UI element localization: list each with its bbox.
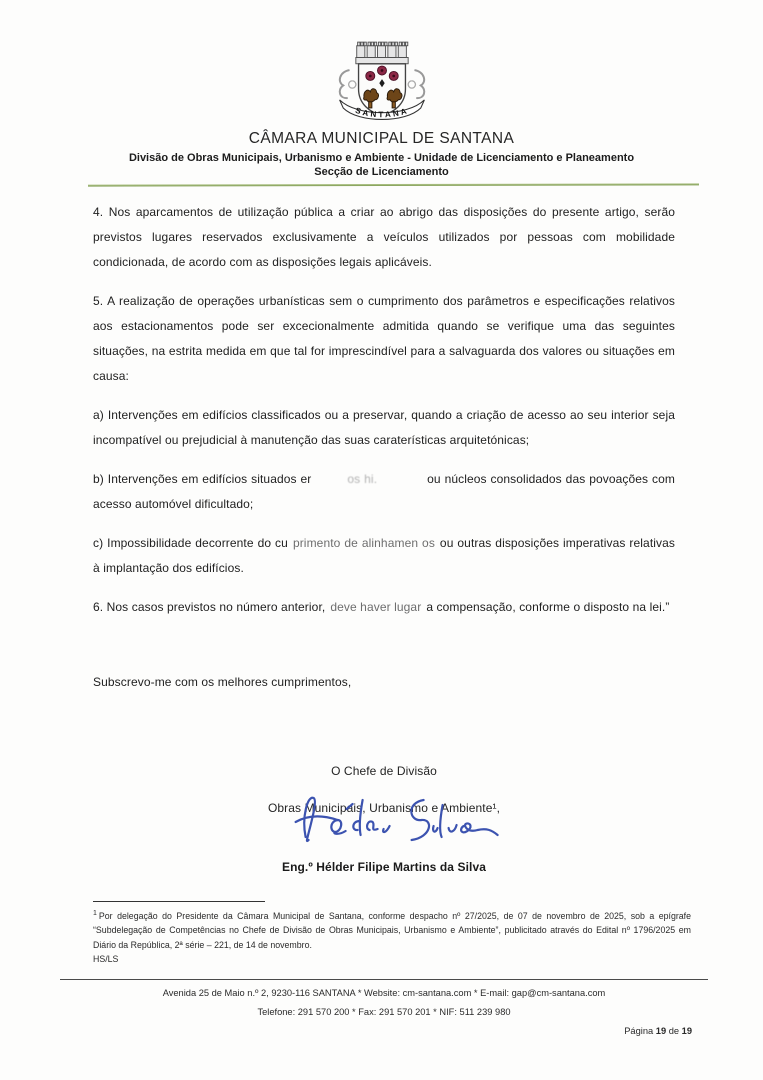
paragraph-6-faded-text: deve haver lugar	[330, 600, 422, 614]
page-number-current: 19	[655, 1026, 667, 1036]
page-footer	[60, 979, 708, 1036]
closing-salutation: Subscrevo-me com os melhores cumprimentos,	[93, 675, 352, 689]
paragraph-c	[93, 531, 675, 581]
paragraph-c-faded-text: primento de alinhamen os	[292, 536, 435, 550]
paragraph-c-text: c) Impossibilidade decorrente do cu	[93, 536, 288, 550]
paragraph-6-text: 6. Nos casos previstos no número anterior,	[93, 600, 326, 614]
paragraph-c-text-end: ou outras disposições imperativas relativas à implantação dos edifícios.	[93, 536, 675, 575]
paragraph-4: 4. Nos aparcamentos de utilização pública a criar ao abrigo das disposições do presente artigo, serão previstos lugares reservados exclusivamente a veículos utilizados por pessoas com mobilidade condicionada, de acordo com as disposições legais aplicáveis.	[93, 205, 675, 269]
paragraph-6	[93, 595, 675, 620]
paragraph-b-text: b) Intervenções em edifícios situados er	[93, 472, 312, 486]
signer-name: Eng.º Hélder Filipe Martins da Silva	[281, 860, 487, 874]
footnote-divider	[93, 901, 265, 902]
footer-address-line: Avenida 25 de Maio n.º 2, 9230-116 SANTANA * Website: cm-santana.com * E-mail: gap@cm-santana.com	[162, 988, 606, 998]
paragraph-a: a) Intervenções em edifícios classificados ou a preservar, quando a criação de acesso ao seu interior seja incompatível ou prejudicial à manutenção das suas caraterísticas arquitetónicas;	[93, 408, 675, 447]
footnote-text: Por delegação do Presidente da Câmara Municipal de Santana, conforme despacho nº 27/2025, de 07 de novembro de 2025, sob a epígrafe “Subdelegação de Competências no Chefe de Divisão de Obras Municipais, Urbanismo e Ambiente”, publicitado através do Edital nº 1796/2025 em Diário da República, 2ª série – 221, de 14 de novembro.	[93, 910, 691, 950]
header-divider	[88, 183, 699, 186]
footnote-initials: HS/LS	[93, 954, 119, 965]
paragraph-b-text-end: ou núcleos consolidados das povoações com acesso automóvel dificultado;	[93, 472, 676, 511]
signature-block	[93, 759, 675, 880]
signer-role-line1: O Chefe de Divisão	[331, 764, 437, 778]
paragraph-b	[93, 467, 675, 517]
footer-contacts-line: Telefone: 291 570 200 * Fax: 291 570 201 * NIF: 511 239 980	[257, 1007, 511, 1017]
page-number-sep: de	[668, 1026, 680, 1036]
organization-section: Secção de Licenciamento	[314, 166, 449, 178]
santana-coat-of-arms-icon	[327, 34, 437, 126]
paragraph-5: 5. A realização de operações urbanísticas sem o cumprimento dos parâmetros e especificações relativos aos estacionamentos pode ser excecionalmente admitida quando se verifique uma das seguintes situações, na estrita medida em que tal for imprescindível para a salvaguarda dos valores ou situações em causa:	[93, 294, 675, 383]
paragraph-b-faded-text: os hi.	[347, 472, 378, 486]
document-body	[93, 200, 675, 880]
page-number-total: 19	[681, 1026, 692, 1036]
letterhead	[0, 0, 763, 186]
footnote-marker: 1	[93, 910, 97, 917]
page-number	[60, 1026, 708, 1036]
footnote	[93, 901, 691, 967]
crest-banner-text: SANTANA	[353, 105, 410, 120]
signer-role-line2: Obras Municipais, Urbanismo e Ambiente¹,	[267, 801, 501, 815]
paragraph-6-text-end: a compensação, conforme o disposto na lei.”	[426, 600, 670, 614]
organization-name: CÂMARA MUNICIPAL DE SANTANA	[248, 130, 515, 147]
page-number-label: Página	[624, 1026, 654, 1036]
footnote-text-line	[93, 907, 691, 952]
organization-division: Divisão de Obras Municipais, Urbanismo e Ambiente - Unidade de Licenciamento e Planeamento	[128, 152, 635, 164]
